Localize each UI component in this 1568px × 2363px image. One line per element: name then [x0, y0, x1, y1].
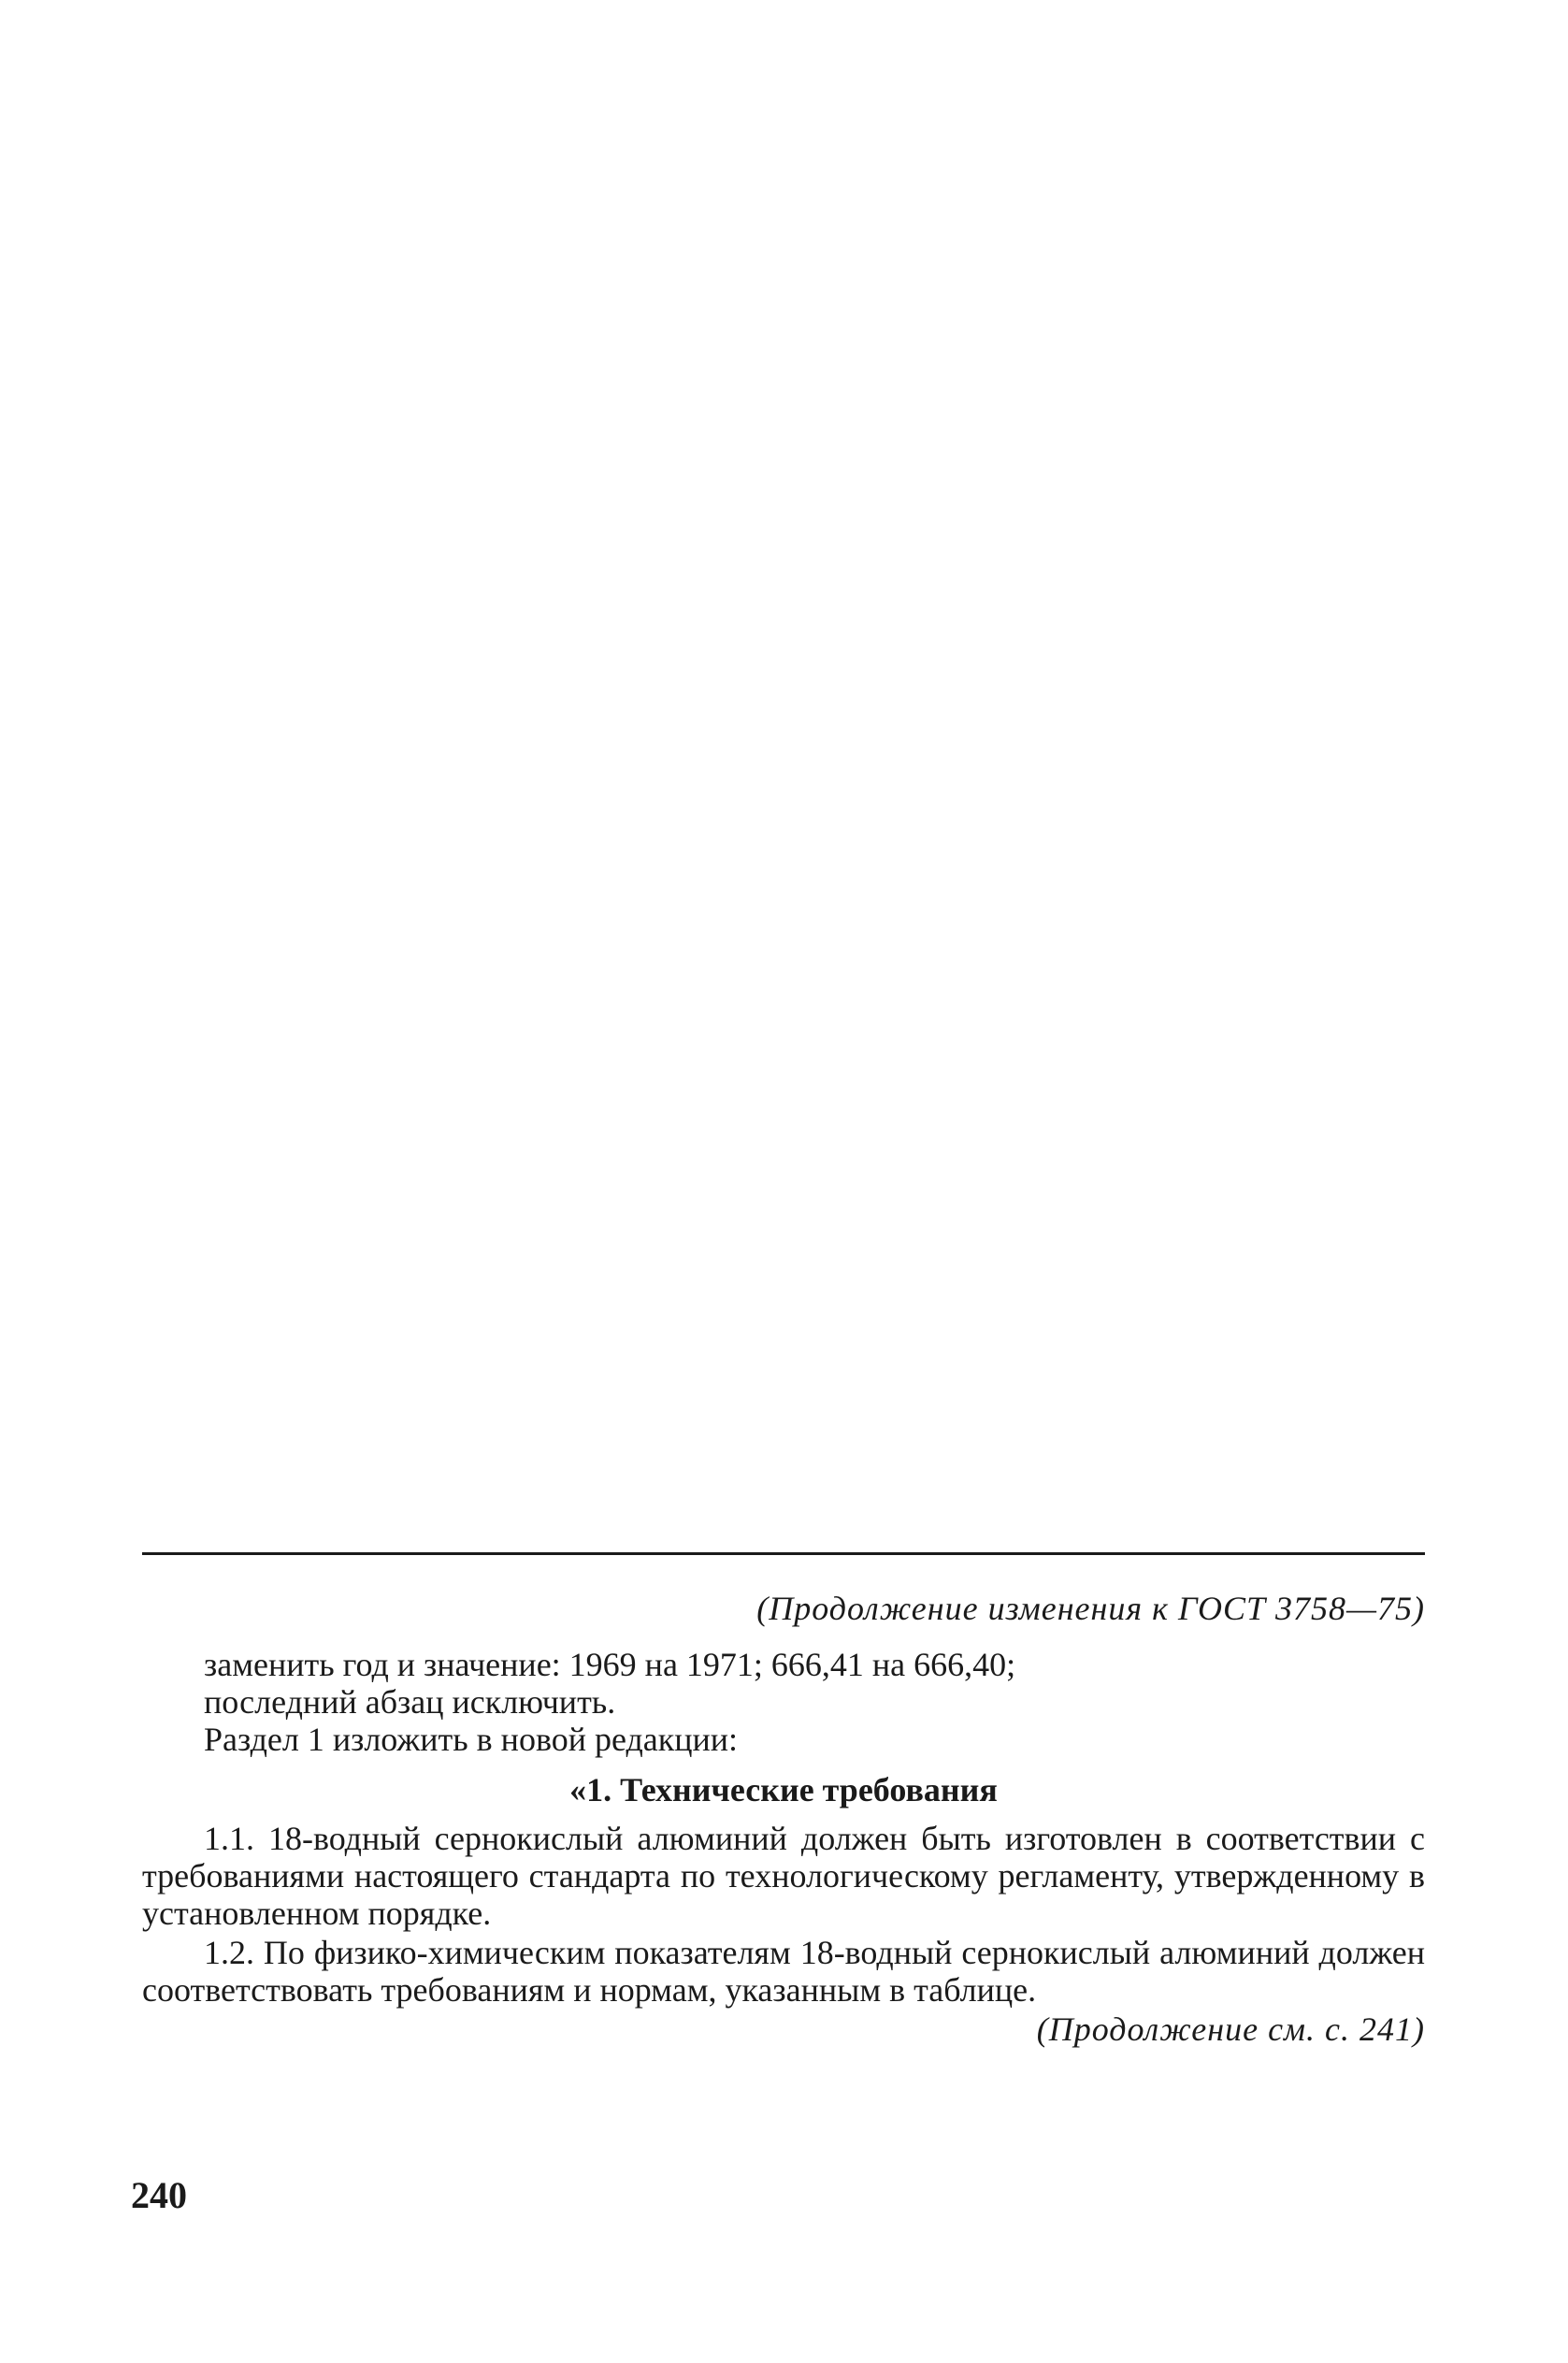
paragraph-1-1: 1.1. 18-водный сернокислый алюминий должен быть изготовлен в соответствии с требованиями настоящего стандарта по технологическому регламенту, утвержденному в установленном порядке. [142, 1820, 1425, 1932]
section-heading: «1. Технические требования [569, 1771, 998, 1808]
continuation-footer: (Продолжение см. с. 241) [1036, 2010, 1425, 2048]
continuation-header: (Продолжение изменения к ГОСТ 3758—75) [756, 1590, 1425, 1627]
text-line-delete-paragraph: последний абзац исключить. [204, 1683, 616, 1721]
horizontal-rule [142, 1552, 1425, 1555]
page-number: 240 [131, 2174, 187, 2216]
text-line-section-rewrite: Раздел 1 изложить в новой редакции: [204, 1721, 739, 1758]
paragraph-1-2: 1.2. По физико-химическим показателям 18-водный сернокислый алюминий должен соответствовать требованиям и нормам, указанным в таблице. [142, 1934, 1425, 2009]
text-line-replace-values: заменить год и значение: 1969 на 1971; 666,41 на 666,40; [204, 1646, 1016, 1683]
